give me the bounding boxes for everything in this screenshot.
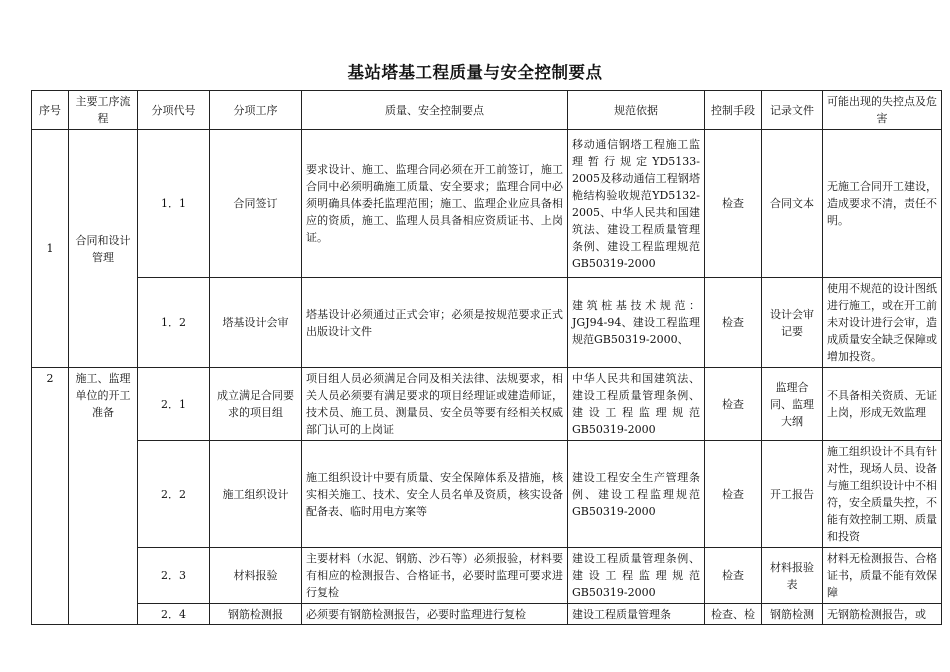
basis-cell: 移动通信钢塔工程施工监理暂行规定YD5133-2005及移动通信工程钢塔桅结构验收规范YD5132-2005、中华人民共和国建筑法、建设工程质量管理条例、建设工程监理规范GB50319-2000 [568, 130, 705, 278]
control-points-table [31, 90, 942, 625]
code-cell: 1．2 [138, 278, 210, 368]
risk-cell: 材料无检测报告、合格证书，质量不能有效保障 [823, 548, 942, 604]
header-seq: 序号 [32, 91, 69, 130]
code-cell [138, 604, 210, 625]
seq-cell: 2 [32, 368, 69, 625]
basis-cell: 建设工程质量管理条例、建设工程监理规范GB50319-2000 [568, 548, 705, 604]
points-cell: 项目组人员必须满足合同及相关法律、法规要求，相关人员必须要有满足要求的项目经理证或建造师证，技术员、施工员、测量员、安全员等要有经相关权威部门认可的上岗证 [302, 368, 568, 441]
table-row [32, 368, 942, 441]
step-cell: 合同签订 [210, 130, 302, 278]
risk-cell: 无施工合同开工建设，造成要求不清，责任不明。 [823, 130, 942, 278]
means-cell: 检查 [705, 368, 762, 441]
basis-cell: 建筑桩基技术规范：JGJ94-94、建设工程监理规范GB50319-2000、 [568, 278, 705, 368]
code-cell: 1．1 [138, 130, 210, 278]
step-cell: 成立满足合同要求的项目组 [210, 368, 302, 441]
record-cell: 开工报告 [762, 441, 823, 548]
step-cell: 材料报验 [210, 548, 302, 604]
header-step: 分项工序 [210, 91, 302, 130]
code-cell: 2．1 [138, 368, 210, 441]
record-text: 钢筋检测 [770, 608, 814, 621]
table-row [32, 278, 942, 368]
risk-cell: 不具备相关资质、无证上岗，形成无效监理 [823, 368, 942, 441]
step-text: 钢筋检测报 [228, 608, 283, 621]
means-cell [705, 604, 762, 625]
basis-cell [568, 604, 705, 625]
code-cell: 2．3 [138, 548, 210, 604]
means-cell: 检查 [705, 548, 762, 604]
header-means: 控制手段 [705, 91, 762, 130]
record-cell: 合同文本 [762, 130, 823, 278]
record-cell: 设计会审记要 [762, 278, 823, 368]
document-title: 基站塔基工程质量与安全控制要点 [347, 63, 603, 82]
table-row [32, 548, 942, 604]
table-row [32, 130, 942, 278]
code-cell: 2．2 [138, 441, 210, 548]
basis-cell: 建设工程安全生产管理条例、建设工程监理规范GB50319-2000 [568, 441, 705, 548]
points-cell [302, 604, 568, 625]
header-basis: 规范依据 [568, 91, 705, 130]
points-text: 必须要有钢筋检测报告，必要时监理进行复检 [306, 608, 526, 621]
risk-text: 无钢筋检测报告，或 [827, 608, 926, 621]
risk-cell [823, 604, 942, 625]
points-cell: 要求设计、施工、监理合同必须在开工前签订，施工合同中必须明确施工质量、安全要求；监理合同中必须明确具体委托监理范围；施工、监理企业应具备相应的资质，施工、监理人员具备相应资质证书、上岗证。 [302, 130, 568, 278]
basis-cell: 中华人民共和国建筑法、建设工程质量管理条例、建设工程监理规范GB50319-2000 [568, 368, 705, 441]
code-text: 2．4 [161, 608, 186, 621]
table-row [32, 441, 942, 548]
record-cell [762, 604, 823, 625]
header-code: 分项代号 [138, 91, 210, 130]
process-cell: 合同和设计管理 [69, 130, 138, 368]
means-cell: 检查 [705, 441, 762, 548]
process-cell: 施工、监理单位的开工准备 [69, 368, 138, 625]
table-row [32, 604, 942, 625]
risk-cell: 施工组织设计不具有针对性，现场人员、设备与施工组织设计中不相符，安全质量失控，不能有效控制工期、质量和投资 [823, 441, 942, 548]
header-points: 质量、安全控制要点 [302, 91, 568, 130]
record-cell: 监理合同、监理大纲 [762, 368, 823, 441]
points-cell: 塔基设计必须通过正式会审；必须是按规范要求正式出版设计文件 [302, 278, 568, 368]
table-header-row [32, 91, 942, 130]
step-cell [210, 604, 302, 625]
seq-cell: 1 [32, 130, 69, 368]
step-cell: 施工组织设计 [210, 441, 302, 548]
header-risk: 可能出现的失控点及危害 [823, 91, 942, 130]
risk-cell: 使用不规范的设计图纸进行施工，或在开工前未对设计进行会审，造成质量安全缺乏保障或增加投资。 [823, 278, 942, 368]
points-cell: 施工组织设计中要有质量、安全保障体系及措施，核实相关施工、技术、安全人员名单及资质，核实设备配备表、临时用电方案等 [302, 441, 568, 548]
means-cell: 检查 [705, 130, 762, 278]
means-text: 检查、检 [711, 608, 755, 621]
points-cell: 主要材料（水泥、钢筋、沙石等）必须报验，材料要有相应的检测报告、合格证书，必要时监理可要求进行复检 [302, 548, 568, 604]
header-record: 记录文件 [762, 91, 823, 130]
header-process: 主要工序流程 [69, 91, 138, 130]
record-cell: 材料报验表 [762, 548, 823, 604]
step-cell: 塔基设计会审 [210, 278, 302, 368]
means-cell: 检查 [705, 278, 762, 368]
basis-text: 建设工程质量管理条 [572, 608, 671, 621]
